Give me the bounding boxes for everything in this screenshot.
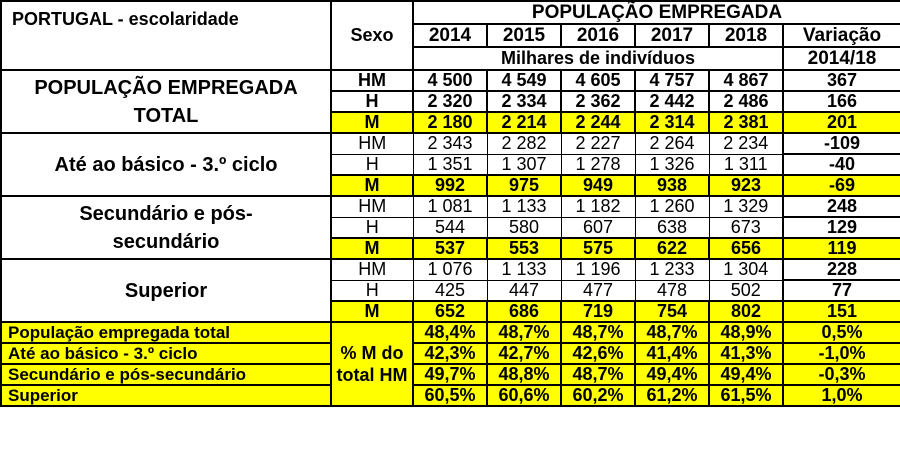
variation-header-line2: 2014/18 xyxy=(783,47,900,70)
share-variation-cell: -0,3% xyxy=(783,364,900,385)
variation-cell: 248 xyxy=(783,196,900,217)
unit-label: Milhares de indivíduos xyxy=(413,47,783,70)
year-header: 2018 xyxy=(709,24,783,47)
value-cell: 447 xyxy=(487,280,561,301)
sex-cell: H xyxy=(331,91,413,112)
value-cell: 2 282 xyxy=(487,133,561,154)
value-cell: 575 xyxy=(561,238,635,259)
value-cell: 652 xyxy=(413,301,487,322)
value-cell: 1 133 xyxy=(487,259,561,280)
value-cell: 1 278 xyxy=(561,154,635,175)
share-row-label: Até ao básico - 3.º ciclo xyxy=(1,343,331,364)
value-cell: 2 214 xyxy=(487,112,561,133)
value-cell: 673 xyxy=(709,217,783,238)
value-cell: 923 xyxy=(709,175,783,196)
value-cell: 4 867 xyxy=(709,70,783,91)
value-cell: 1 260 xyxy=(635,196,709,217)
value-cell: 656 xyxy=(709,238,783,259)
value-cell: 949 xyxy=(561,175,635,196)
value-cell: 2 264 xyxy=(635,133,709,154)
value-cell: 2 334 xyxy=(487,91,561,112)
sex-cell: M xyxy=(331,238,413,259)
share-cell: 42,6% xyxy=(561,343,635,364)
share-row-label: Superior xyxy=(1,385,331,406)
variation-cell: -109 xyxy=(783,133,900,154)
group-label-basic: Até ao básico - 3.º ciclo xyxy=(1,133,331,196)
variation-cell: 119 xyxy=(783,238,900,259)
value-cell: 686 xyxy=(487,301,561,322)
share-cell: 61,2% xyxy=(635,385,709,406)
sex-cell: M xyxy=(331,175,413,196)
share-cell: 48,7% xyxy=(487,322,561,343)
sex-cell: HM xyxy=(331,196,413,217)
value-cell: 754 xyxy=(635,301,709,322)
value-cell: 580 xyxy=(487,217,561,238)
value-cell: 992 xyxy=(413,175,487,196)
value-cell: 425 xyxy=(413,280,487,301)
value-cell: 2 244 xyxy=(561,112,635,133)
share-row-label: População empregada total xyxy=(1,322,331,343)
share-variation-cell: 0,5% xyxy=(783,322,900,343)
share-cell: 60,2% xyxy=(561,385,635,406)
value-cell: 553 xyxy=(487,238,561,259)
value-cell: 478 xyxy=(635,280,709,301)
value-cell: 1 076 xyxy=(413,259,487,280)
sex-cell: H xyxy=(331,154,413,175)
share-cell: 60,6% xyxy=(487,385,561,406)
year-header: 2016 xyxy=(561,24,635,47)
variation-cell: 166 xyxy=(783,91,900,112)
share-cell: 41,3% xyxy=(709,343,783,364)
share-cell: 48,7% xyxy=(635,322,709,343)
value-cell: 544 xyxy=(413,217,487,238)
variation-cell: 367 xyxy=(783,70,900,91)
region-label: PORTUGAL - escolaridade xyxy=(1,1,331,70)
value-cell: 975 xyxy=(487,175,561,196)
group-label-secondary: Secundário e pós-secundário xyxy=(1,196,331,259)
sex-cell: H xyxy=(331,280,413,301)
value-cell: 622 xyxy=(635,238,709,259)
share-cell: 49,4% xyxy=(635,364,709,385)
share-variation-cell: 1,0% xyxy=(783,385,900,406)
value-cell: 2 314 xyxy=(635,112,709,133)
value-cell: 2 227 xyxy=(561,133,635,154)
value-cell: 4 605 xyxy=(561,70,635,91)
value-cell: 2 362 xyxy=(561,91,635,112)
sex-cell: HM xyxy=(331,70,413,91)
value-cell: 1 311 xyxy=(709,154,783,175)
year-header: 2014 xyxy=(413,24,487,47)
share-cell: 48,8% xyxy=(487,364,561,385)
share-cell: 42,3% xyxy=(413,343,487,364)
value-cell: 4 500 xyxy=(413,70,487,91)
value-cell: 477 xyxy=(561,280,635,301)
share-cell: 41,4% xyxy=(635,343,709,364)
value-cell: 1 133 xyxy=(487,196,561,217)
share-cell: 61,5% xyxy=(709,385,783,406)
group-label-total: POPULAÇÃO EMPREGADA TOTAL xyxy=(1,70,331,133)
share-cell: 42,7% xyxy=(487,343,561,364)
share-cell: 48,9% xyxy=(709,322,783,343)
year-header: 2017 xyxy=(635,24,709,47)
value-cell: 2 343 xyxy=(413,133,487,154)
variation-header-line1: Variação xyxy=(783,24,900,47)
value-cell: 537 xyxy=(413,238,487,259)
value-cell: 2 234 xyxy=(709,133,783,154)
value-cell: 2 180 xyxy=(413,112,487,133)
variation-cell: 129 xyxy=(783,217,900,238)
value-cell: 4 549 xyxy=(487,70,561,91)
value-cell: 938 xyxy=(635,175,709,196)
value-cell: 2 381 xyxy=(709,112,783,133)
share-cell: 60,5% xyxy=(413,385,487,406)
value-cell: 4 757 xyxy=(635,70,709,91)
value-cell: 1 233 xyxy=(635,259,709,280)
share-variation-cell: -1,0% xyxy=(783,343,900,364)
value-cell: 2 320 xyxy=(413,91,487,112)
share-cell: 48,7% xyxy=(561,364,635,385)
value-cell: 1 329 xyxy=(709,196,783,217)
variation-cell: 151 xyxy=(783,301,900,322)
share-cell: 48,7% xyxy=(561,322,635,343)
value-cell: 1 182 xyxy=(561,196,635,217)
main-title: POPULAÇÃO EMPREGADA xyxy=(413,1,900,24)
variation-cell: 201 xyxy=(783,112,900,133)
variation-cell: 77 xyxy=(783,280,900,301)
value-cell: 607 xyxy=(561,217,635,238)
group-label-higher: Superior xyxy=(1,259,331,322)
variation-cell: -69 xyxy=(783,175,900,196)
sex-cell: M xyxy=(331,301,413,322)
sex-column-header: Sexo xyxy=(331,1,413,70)
value-cell: 719 xyxy=(561,301,635,322)
share-row-label: Secundário e pós-secundário xyxy=(1,364,331,385)
value-cell: 502 xyxy=(709,280,783,301)
value-cell: 1 196 xyxy=(561,259,635,280)
variation-cell: -40 xyxy=(783,154,900,175)
sex-cell: H xyxy=(331,217,413,238)
value-cell: 2 442 xyxy=(635,91,709,112)
variation-cell: 228 xyxy=(783,259,900,280)
value-cell: 2 486 xyxy=(709,91,783,112)
share-cell: 49,7% xyxy=(413,364,487,385)
value-cell: 1 307 xyxy=(487,154,561,175)
sex-cell: HM xyxy=(331,259,413,280)
share-header: % M do total HM xyxy=(331,322,413,406)
value-cell: 1 081 xyxy=(413,196,487,217)
value-cell: 1 351 xyxy=(413,154,487,175)
sex-cell: HM xyxy=(331,133,413,154)
value-cell: 802 xyxy=(709,301,783,322)
value-cell: 638 xyxy=(635,217,709,238)
value-cell: 1 304 xyxy=(709,259,783,280)
value-cell: 1 326 xyxy=(635,154,709,175)
share-cell: 49,4% xyxy=(709,364,783,385)
year-header: 2015 xyxy=(487,24,561,47)
sex-cell: M xyxy=(331,112,413,133)
share-cell: 48,4% xyxy=(413,322,487,343)
